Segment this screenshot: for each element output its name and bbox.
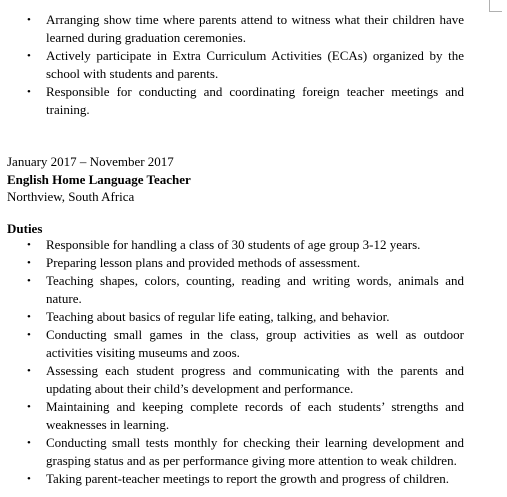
list-item-text: Preparing lesson plans and provided methods of assessment. [46,255,361,270]
list-item-text: Teaching shapes, colors, counting, reading and writing words, animals and nature. [46,273,464,306]
page-corner-marker [489,0,502,12]
list-item [0,272,464,308]
list-item [0,254,464,272]
bullet-icon: • [27,473,31,485]
list-item [0,470,464,488]
list-item-text: Responsible for handling a class of 30 students of age group 3-12 years. [46,237,421,252]
list-item [0,398,464,434]
list-item [0,362,464,398]
bullet-icon: • [27,86,31,98]
bullet-icon: • [27,275,31,287]
list-item-text: Teaching about basics of regular life eating, talking, and behavior. [46,309,390,324]
list-item [0,434,464,470]
list-item-text: Assessing each student progress and communicating with the parents and updating about their child’s development and performance. [46,363,464,396]
duties-heading: Duties [7,221,43,236]
list-item [0,236,464,254]
job-dates: January 2017 – November 2017 [7,154,174,169]
bullet-icon: • [27,239,31,251]
bullet-icon: • [27,257,31,269]
job-title: English Home Language Teacher [7,172,191,187]
list-item-text: Conducting small tests monthly for checking their learning development and grasping status and as per performance giving more attention to weak children. [46,435,464,468]
list-item [0,308,464,326]
previous-job-bullet-list [0,11,464,119]
list-item-text: Arranging show time where parents attend to witness what their children have learned during graduation ceremonies. [46,12,464,45]
bullet-icon: • [27,365,31,377]
list-item [0,11,464,47]
duties-bullet-list [0,236,464,488]
list-item-text: Actively participate in Extra Curriculum Activities (ECAs) organized by the school with students and parents. [46,48,464,81]
bullet-icon: • [27,14,31,26]
bullet-icon: • [27,329,31,341]
list-item-text: Conducting small games in the class, group activities as well as outdoor activities visiting museums and zoos. [46,327,464,360]
list-item-text: Maintaining and keeping complete records of each students’ strengths and weaknesses in learning. [46,399,464,432]
bullet-icon: • [27,437,31,449]
list-item [0,326,464,362]
list-item [0,83,464,119]
job-location: Northview, South Africa [7,189,135,204]
list-item-text: Taking parent-teacher meetings to report the growth and progress of children. [46,471,450,486]
list-item [0,47,464,83]
bullet-icon: • [27,401,31,413]
list-item-text: Responsible for conducting and coordinating foreign teacher meetings and training. [46,84,464,117]
bullet-icon: • [27,50,31,62]
bullet-icon: • [27,311,31,323]
